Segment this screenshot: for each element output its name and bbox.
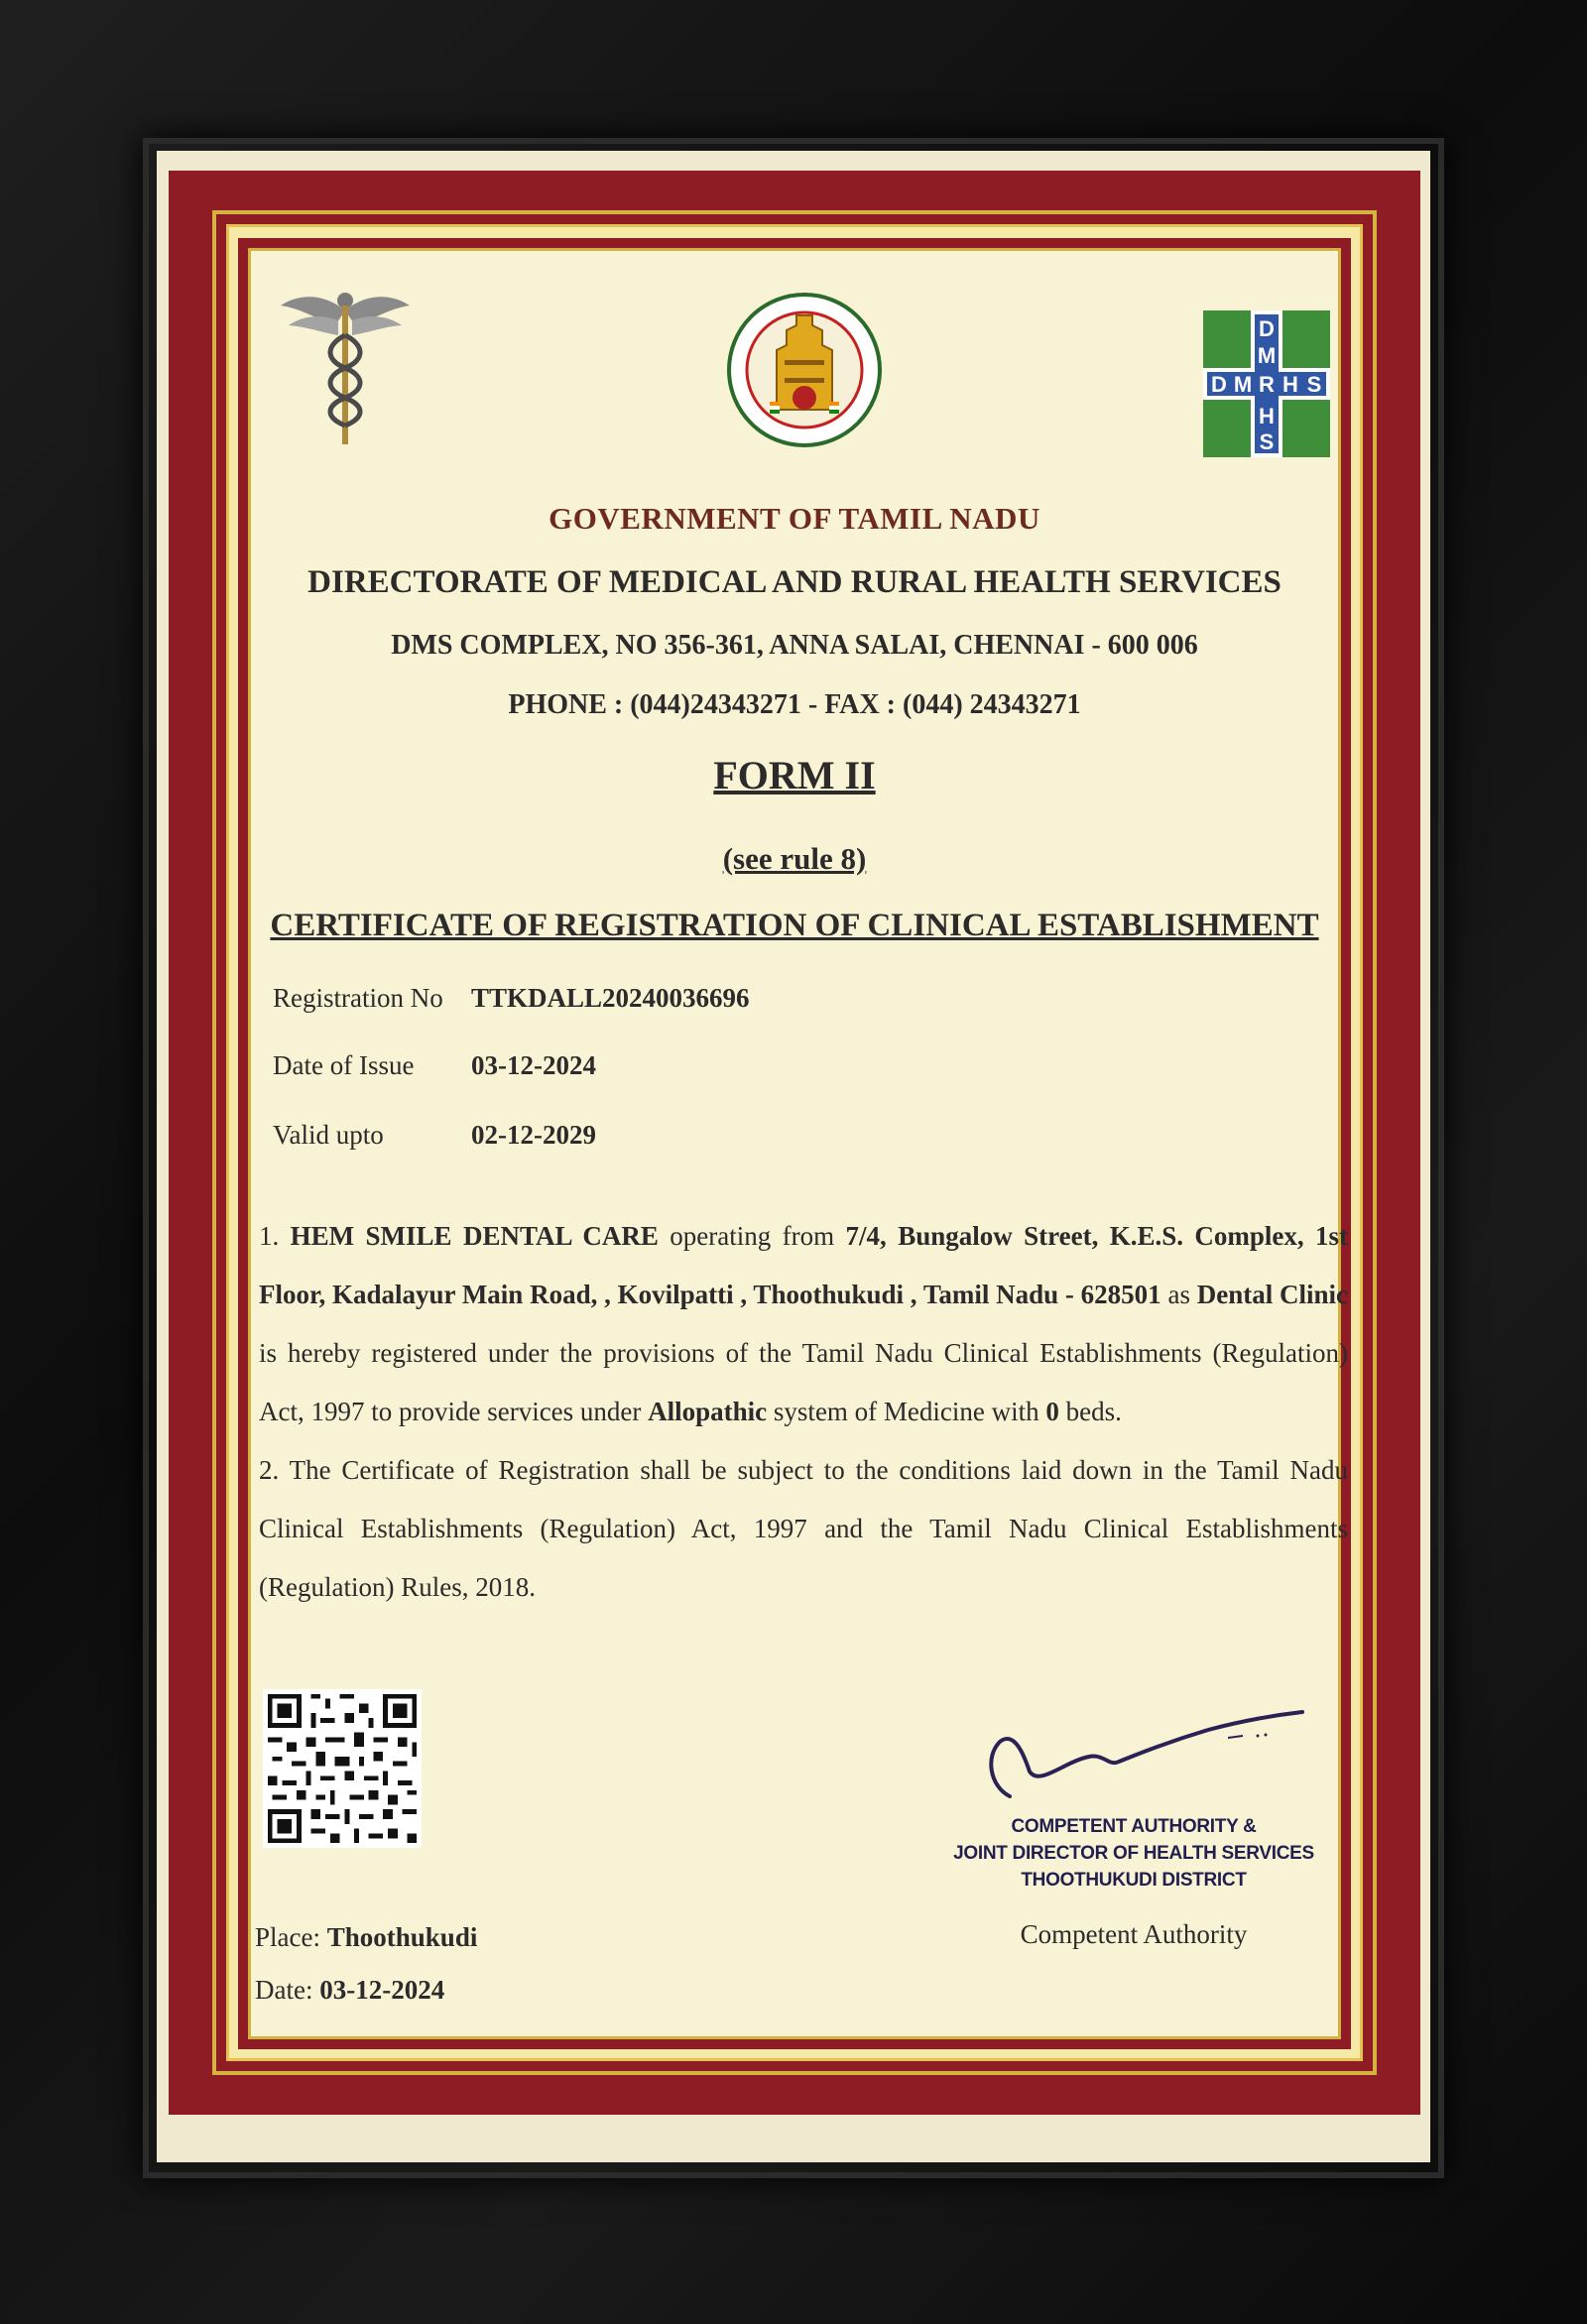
directorate-heading: DIRECTORATE OF MEDICAL AND RURAL HEALTH SERVICES xyxy=(307,564,1282,600)
qr-code[interactable] xyxy=(263,1689,422,1848)
dmrhs-letter-m2: M xyxy=(1233,372,1253,397)
issue-date-row xyxy=(273,1050,596,1081)
government-heading: GOVERNMENT OF TAMIL NADU xyxy=(549,501,1040,536)
bed-count: 0 xyxy=(1045,1397,1059,1426)
registration-label: Registration No xyxy=(273,983,443,1013)
place-row xyxy=(255,1922,477,1953)
certificate-content xyxy=(251,251,1349,2036)
establishment-type: Dental Clinic xyxy=(1196,1280,1349,1309)
clause-2: 2. The Certificate of Registration shall be subject to the conditions laid down in the Tamil Nadu Clinical Establishments (Regulation) Act, 1997 and the Tamil Nadu Clinical Establishments (Regulation) Rules, 2018. xyxy=(259,1455,1348,1602)
registration-value: TTKDALL20240036696 xyxy=(471,983,750,1013)
certificate-paper xyxy=(248,248,1349,2039)
place-label: Place: xyxy=(255,1922,320,1952)
issue-date-label: Date of Issue xyxy=(273,1050,415,1080)
competent-authority-label: Competent Authority xyxy=(1020,1919,1248,1949)
valid-upto-row xyxy=(273,1120,596,1151)
issue-date-value: 03-12-2024 xyxy=(471,1050,596,1080)
medicine-system: Allopathic xyxy=(648,1397,768,1426)
directorate-address: DMS COMPLEX, NO 356-361, ANNA SALAI, CHENNAI - 600 006 xyxy=(391,630,1198,661)
registration-number-row xyxy=(273,983,750,1014)
date-label: Date: xyxy=(255,1975,313,2005)
valid-upto-label: Valid upto xyxy=(273,1120,384,1150)
caduceus-icon xyxy=(281,281,410,449)
stamp-line-2: JOINT DIRECTOR OF HEALTH SERVICES xyxy=(953,1843,1314,1864)
stamp-line-3: THOOTHUKUDI DISTRICT xyxy=(1021,1870,1247,1891)
tamil-nadu-emblem xyxy=(725,291,884,459)
as-text: as xyxy=(1167,1280,1190,1309)
dmrhs-letter-d: D xyxy=(1259,316,1275,341)
dmrhs-letter-d2: D xyxy=(1211,372,1227,397)
clause-1 xyxy=(259,1207,1348,1441)
form-title: FORM II xyxy=(713,753,876,797)
directorate-phone: PHONE : (044)24343271 - FAX : (044) 24343271 xyxy=(508,689,1081,720)
operating-from-text: operating from xyxy=(670,1221,835,1251)
medicine-system-text: system of Medicine with xyxy=(773,1397,1039,1426)
stamp-line-1: COMPETENT AUTHORITY & xyxy=(1011,1816,1257,1837)
dmrhs-letter-r: R xyxy=(1259,372,1275,397)
clause-1-number: 1. xyxy=(259,1221,280,1251)
certificate-body xyxy=(259,1207,1348,1617)
valid-upto-value: 02-12-2029 xyxy=(471,1120,596,1150)
beds-text: beds. xyxy=(1065,1397,1122,1426)
registered-text: is hereby registered under the provisions of the Tamil Nadu Clinical Establishments (Regulation) Act, 1997 to provide services under xyxy=(259,1338,1348,1426)
date-row xyxy=(255,1975,444,2006)
dmrhs-letter-s: S xyxy=(1306,372,1322,397)
form-rule: (see rule 8) xyxy=(722,841,867,876)
establishment-address: 7/4, Bungalow Street, K.E.S. Complex, 1st Floor, Kadalayur Main Road, , Kovilpatti , Thoothukudi , Tamil Nadu - 628501 xyxy=(259,1221,1349,1309)
dmrhs-letter-h2: H xyxy=(1259,404,1275,428)
date-value: 03-12-2024 xyxy=(319,1975,445,2005)
establishment-name: HEM SMILE DENTAL CARE xyxy=(290,1221,659,1251)
certificate-title: CERTIFICATE OF REGISTRATION OF CLINICAL ESTABLISHMENT xyxy=(270,908,1319,943)
authority-stamp xyxy=(925,1813,1342,1894)
dmrhs-letter-h: H xyxy=(1282,372,1298,397)
dmrhs-letter-s2: S xyxy=(1259,429,1275,454)
dmrhs-letter-m: M xyxy=(1257,343,1277,368)
signature xyxy=(970,1702,1307,1806)
place-value: Thoothukudi xyxy=(326,1922,478,1952)
dmrhs-logo xyxy=(1203,310,1330,457)
